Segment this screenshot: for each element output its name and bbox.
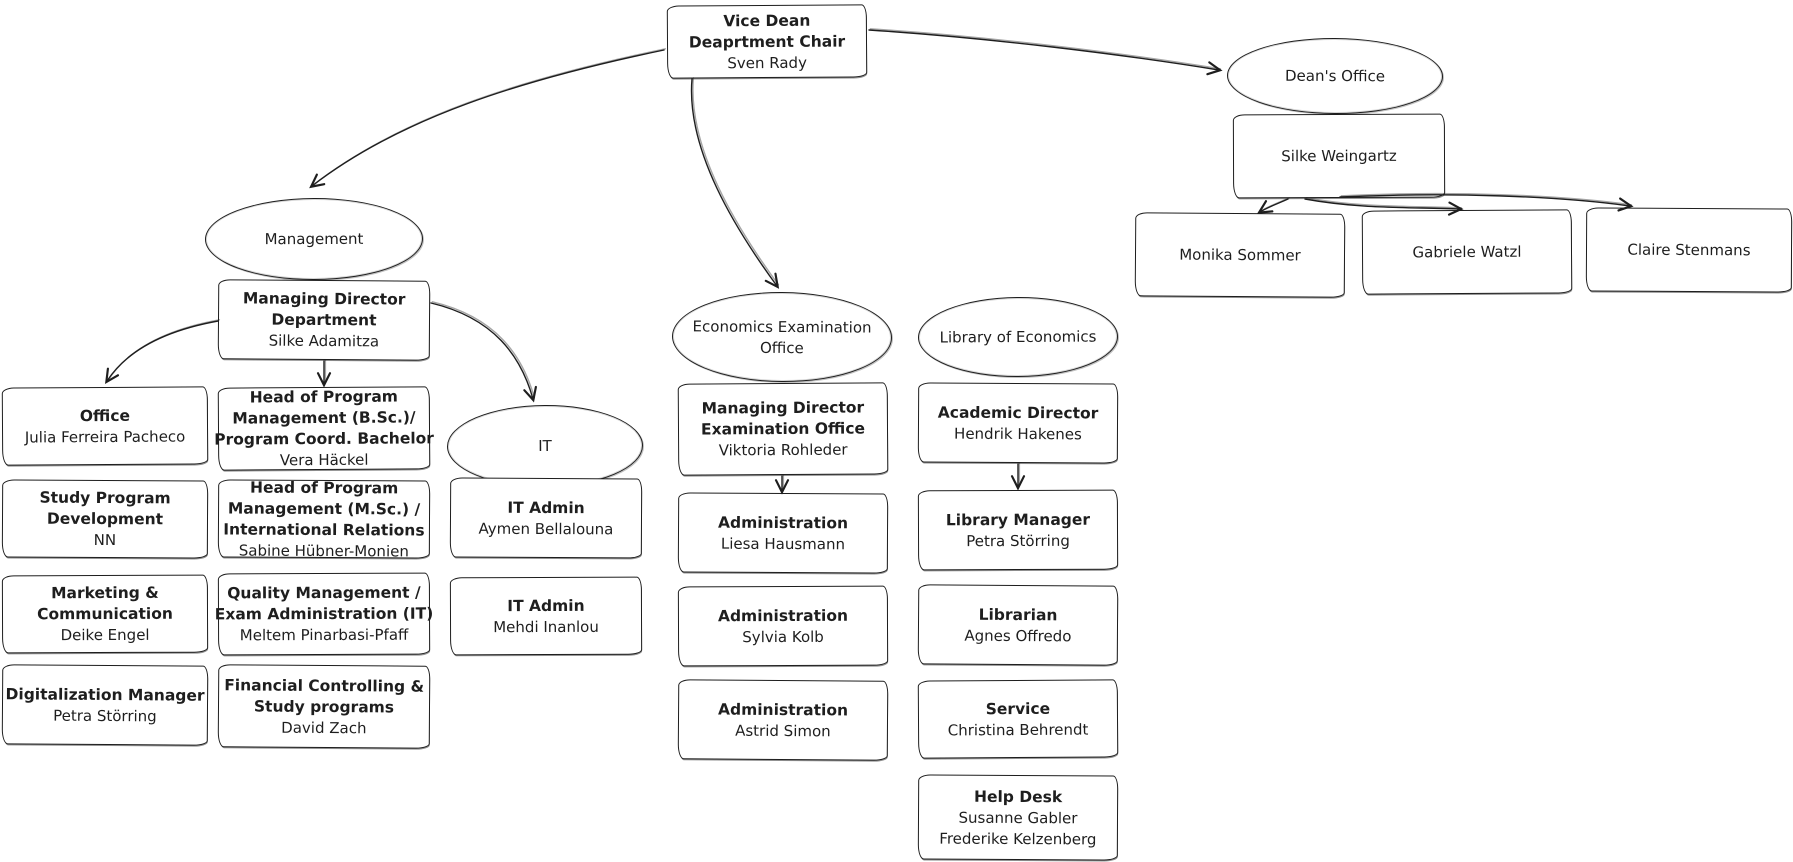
node-financial-controlling[interactable] bbox=[218, 664, 431, 748]
node-librarian[interactable] bbox=[918, 584, 1119, 665]
node-label: Exam Administration (IT) bbox=[214, 604, 434, 624]
node-label: Marketing & bbox=[51, 583, 159, 603]
node-label: IT bbox=[538, 436, 552, 456]
node-label: Study Program bbox=[39, 488, 171, 508]
node-label: Meltem Pinarbasi-Pfaff bbox=[239, 625, 409, 645]
edge-md-examination-to-administration bbox=[782, 475, 783, 491]
node-label: Library Manager bbox=[945, 510, 1091, 529]
node-label: Aymen Bellalouna bbox=[478, 519, 614, 538]
node-label: Silke Weingartz bbox=[1281, 146, 1397, 166]
node-label: IT Admin bbox=[507, 596, 585, 615]
node-label: Hendrik Hakenes bbox=[954, 424, 1082, 443]
node-label: Academic Director bbox=[937, 403, 1099, 422]
edge-academic-director-to-library-manager bbox=[1018, 463, 1019, 487]
node-head-program-bsc[interactable] bbox=[214, 386, 434, 470]
node-label: Silke Adamitza bbox=[268, 331, 380, 351]
node-label: Management bbox=[264, 229, 364, 249]
node-label: Claire Stenmans bbox=[1627, 240, 1751, 260]
node-label: Administration bbox=[717, 606, 849, 625]
node-administration-1[interactable] bbox=[678, 492, 888, 573]
node-help-desk[interactable] bbox=[918, 774, 1118, 860]
node-office[interactable] bbox=[2, 386, 208, 465]
node-label: Agnes Offredo bbox=[964, 626, 1072, 645]
node-label: International Relations bbox=[223, 519, 425, 540]
node-management[interactable] bbox=[205, 198, 423, 281]
node-study-program-development[interactable] bbox=[2, 479, 208, 558]
node-label: Administration bbox=[717, 513, 849, 532]
node-label: Head of Program bbox=[249, 478, 399, 497]
node-marketing-communication[interactable] bbox=[2, 575, 208, 654]
node-silke-weingartz[interactable] bbox=[1233, 114, 1445, 199]
node-label: Program Coord. Bachelor bbox=[214, 429, 434, 449]
node-label: Christina Behrendt bbox=[947, 720, 1089, 739]
node-label: NN bbox=[93, 530, 117, 550]
node-academic-director[interactable] bbox=[918, 382, 1118, 463]
node-label: Management (M.Sc.) / bbox=[227, 498, 421, 519]
node-label: Vera Häckel bbox=[279, 450, 369, 470]
node-label: Library of Economics bbox=[939, 327, 1097, 347]
node-label: Vice Dean bbox=[723, 11, 811, 30]
node-label: Managing Director bbox=[701, 398, 865, 418]
node-label: Librarian bbox=[978, 605, 1058, 624]
edge-managing-director-to-it bbox=[431, 302, 534, 399]
edge-managing-director-to-office bbox=[107, 320, 219, 381]
node-label: Astrid Simon bbox=[735, 721, 831, 740]
node-label: Financial Controlling & bbox=[224, 675, 425, 696]
node-label: Deike Engel bbox=[60, 625, 150, 645]
edge-vice-dean-to-management bbox=[312, 49, 665, 186]
node-label: Digitalization Manager bbox=[5, 684, 205, 705]
edge-silke-weingartz-to-monika-sommer bbox=[1260, 198, 1289, 212]
node-label: Monika Sommer bbox=[1179, 245, 1301, 265]
node-label: Quality Management / bbox=[227, 583, 421, 603]
node-label: Petra Störring bbox=[53, 706, 157, 725]
node-economics-examination-office[interactable] bbox=[672, 291, 893, 383]
node-label: Susanne Gabler bbox=[958, 808, 1078, 827]
edge-vice-dean-to-economics-examination-office bbox=[692, 78, 779, 286]
node-label: Office bbox=[759, 338, 804, 357]
node-administration-2[interactable] bbox=[678, 586, 888, 667]
node-label: Communication bbox=[37, 604, 173, 624]
node-label: Study programs bbox=[253, 697, 395, 716]
node-label: Office bbox=[79, 406, 131, 425]
node-managing-director-examination-office[interactable] bbox=[678, 382, 889, 475]
node-label: Sven Rady bbox=[727, 53, 807, 72]
node-label: Head of Program bbox=[249, 387, 398, 407]
node-label: Service bbox=[985, 699, 1051, 718]
node-label: Viktoria Rohleder bbox=[718, 440, 848, 460]
node-vice-dean[interactable] bbox=[667, 4, 867, 78]
node-label: Liesa Hausmann bbox=[720, 534, 846, 553]
node-label: Gabriele Watzl bbox=[1412, 242, 1522, 262]
node-label: Economics Examination bbox=[692, 316, 872, 337]
node-it-admin-1[interactable] bbox=[450, 477, 642, 558]
node-gabriele-watzl[interactable] bbox=[1362, 209, 1573, 294]
node-deans-office[interactable] bbox=[1227, 37, 1443, 114]
node-label: Sylvia Kolb bbox=[742, 627, 824, 646]
node-label: Sabine Hübner-Monien bbox=[238, 541, 409, 560]
node-label: Management (B.Sc.)/ bbox=[232, 408, 416, 428]
edge-managing-director-to-head-program-bsc bbox=[324, 360, 325, 384]
node-it-admin-2[interactable] bbox=[450, 577, 642, 656]
node-quality-management[interactable] bbox=[214, 573, 434, 656]
node-it[interactable] bbox=[447, 404, 643, 487]
node-label: Dean's Office bbox=[1284, 66, 1386, 86]
node-label: Examination Office bbox=[700, 419, 866, 439]
node-label: David Zach bbox=[281, 718, 367, 737]
edge-vice-dean-to-deans-office bbox=[869, 29, 1220, 70]
edge-silke-weingartz-to-gabriele-watzl bbox=[1305, 198, 1461, 209]
node-administration-3[interactable] bbox=[678, 679, 889, 760]
node-claire-stenmans[interactable] bbox=[1586, 207, 1792, 292]
node-label: Mehdi Inanlou bbox=[493, 617, 599, 636]
node-digitalization-manager[interactable] bbox=[2, 664, 209, 745]
node-head-program-msc[interactable] bbox=[218, 479, 430, 558]
node-label: Frederike Kelzenberg bbox=[939, 829, 1097, 848]
node-library-of-economics[interactable] bbox=[918, 296, 1118, 377]
node-managing-director-department[interactable] bbox=[218, 279, 431, 360]
node-label: Development bbox=[46, 509, 164, 529]
node-label: Deaprtment Chair bbox=[688, 32, 846, 51]
node-label: Managing Director bbox=[242, 289, 406, 309]
node-service[interactable] bbox=[918, 679, 1118, 758]
node-library-manager[interactable] bbox=[918, 490, 1118, 571]
node-label: IT Admin bbox=[507, 498, 585, 517]
node-label: Help Desk bbox=[973, 787, 1063, 806]
node-label: Petra Störring bbox=[966, 531, 1070, 550]
node-label: Julia Ferreira Pacheco bbox=[24, 427, 186, 446]
node-label: Department bbox=[271, 310, 377, 330]
node-monika-sommer[interactable] bbox=[1135, 212, 1346, 297]
node-label: Administration bbox=[717, 700, 849, 719]
